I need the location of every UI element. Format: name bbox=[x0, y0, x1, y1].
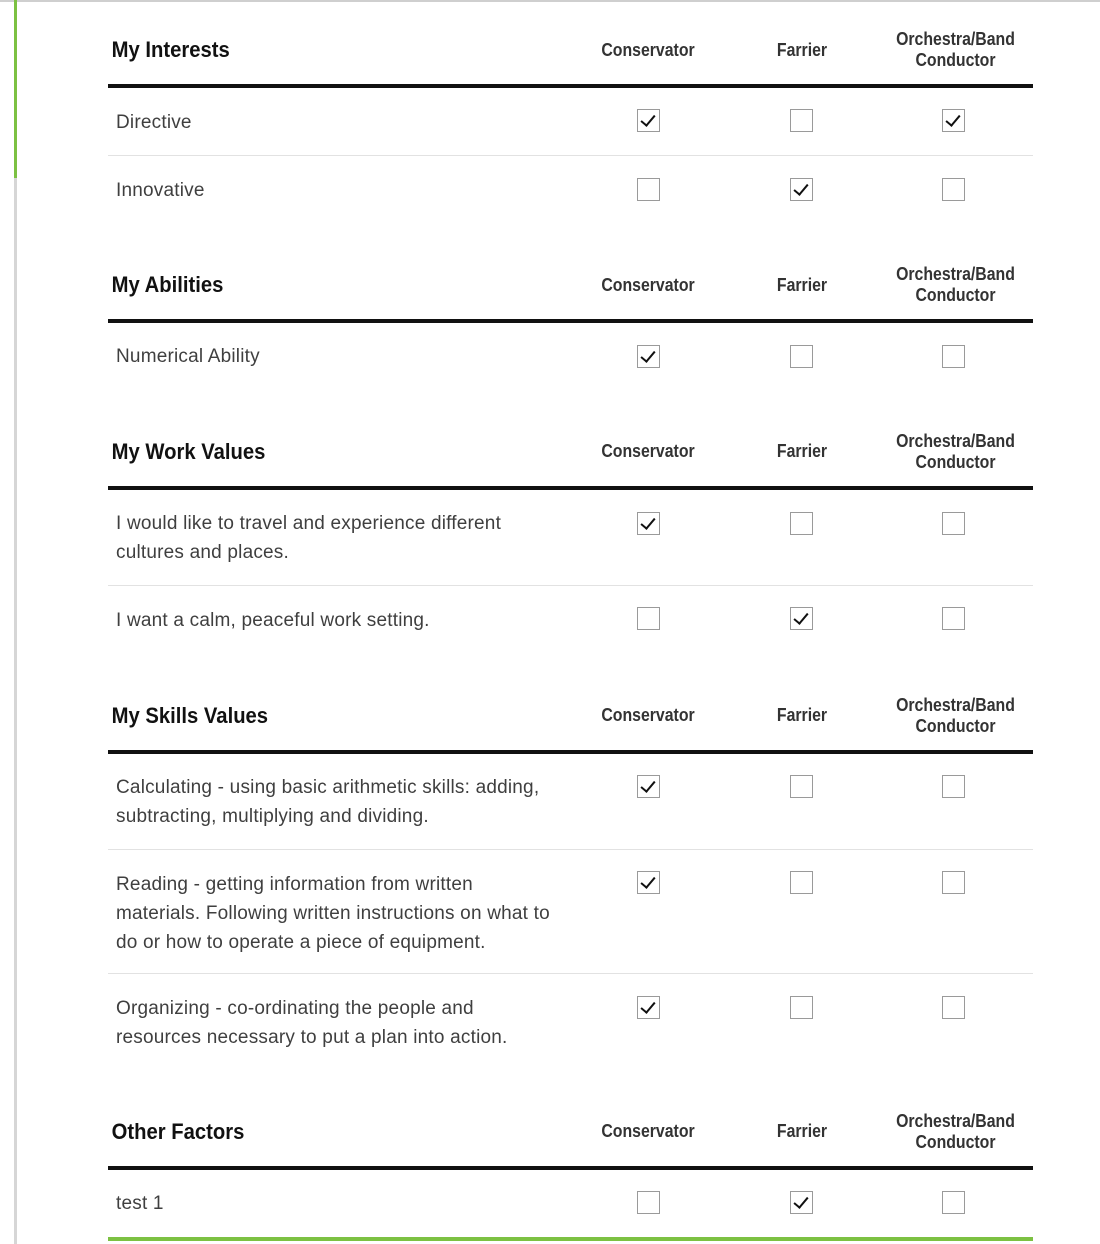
column-header-conservator: Conservator bbox=[601, 1121, 695, 1141]
row-label: I want a calm, peaceful work setting. bbox=[116, 610, 430, 631]
checkbox-conservator[interactable] bbox=[637, 109, 660, 132]
checkbox-farrier[interactable] bbox=[790, 109, 813, 132]
table-row bbox=[108, 490, 1033, 586]
checkbox-conservator[interactable] bbox=[637, 512, 660, 535]
table-row bbox=[108, 323, 1033, 391]
section-title: My Interests bbox=[111, 37, 230, 62]
row-label: Reading - getting information from written materials. Following written instructions on what to do or how to operate a piece of equipment. bbox=[116, 874, 550, 953]
section-header-skills-values bbox=[108, 681, 1033, 754]
column-header-conductor: Orchestra/Band Conductor bbox=[896, 430, 1015, 472]
section-header-work-values bbox=[108, 417, 1033, 490]
left-border bbox=[14, 0, 17, 1244]
row-label: Innovative bbox=[116, 180, 205, 201]
checkbox-conductor[interactable] bbox=[942, 512, 965, 535]
left-accent-bar bbox=[14, 0, 17, 178]
column-header-conservator: Conservator bbox=[601, 274, 695, 295]
checkbox-farrier[interactable] bbox=[790, 871, 813, 894]
table-row bbox=[108, 586, 1033, 654]
table-row bbox=[108, 850, 1033, 974]
table-row bbox=[108, 1170, 1033, 1237]
section-title: My Skills Values bbox=[111, 702, 269, 728]
top-border bbox=[0, 0, 1100, 2]
row-label: I would like to travel and experience different cultures and places. bbox=[116, 513, 502, 563]
checkbox-farrier[interactable] bbox=[790, 775, 813, 798]
row-label: Organizing - co-ordinating the people and resources necessary to put a plan into action. bbox=[116, 998, 508, 1048]
table-row bbox=[108, 88, 1033, 156]
row-label: Numerical Ability bbox=[116, 346, 260, 367]
checkbox-conductor[interactable] bbox=[942, 871, 965, 894]
section-header-other-factors bbox=[108, 1097, 1033, 1170]
column-header-farrier: Farrier bbox=[776, 441, 828, 461]
checkbox-conductor[interactable] bbox=[942, 996, 965, 1019]
column-header-farrier: Farrier bbox=[776, 274, 828, 295]
column-header-farrier: Farrier bbox=[776, 1121, 828, 1141]
column-header-conservator: Conservator bbox=[601, 705, 695, 725]
checkbox-farrier[interactable] bbox=[790, 996, 813, 1019]
checkbox-conservator[interactable] bbox=[637, 775, 660, 798]
row-label: test 1 bbox=[116, 1193, 164, 1214]
checkbox-conductor[interactable] bbox=[942, 345, 965, 368]
checkbox-conductor[interactable] bbox=[942, 607, 965, 630]
section-title: My Abilities bbox=[111, 272, 224, 297]
section-title: Other Factors bbox=[111, 1118, 245, 1144]
table-row bbox=[108, 754, 1033, 850]
checkbox-conservator[interactable] bbox=[637, 178, 660, 201]
checkbox-conductor[interactable] bbox=[942, 775, 965, 798]
column-header-conservator: Conservator bbox=[601, 39, 695, 60]
table-row bbox=[108, 974, 1033, 1070]
checkbox-conservator[interactable] bbox=[637, 996, 660, 1019]
table-row bbox=[108, 156, 1033, 224]
section-title: My Work Values bbox=[111, 438, 266, 464]
column-header-conductor: Orchestra/Band Conductor bbox=[896, 264, 1015, 305]
checkbox-conservator[interactable] bbox=[637, 607, 660, 630]
checkbox-conductor[interactable] bbox=[942, 178, 965, 201]
column-header-conductor: Orchestra/Band Conductor bbox=[896, 1110, 1015, 1152]
row-label: Directive bbox=[116, 112, 192, 133]
section-header-interests bbox=[108, 16, 1033, 88]
column-header-conservator: Conservator bbox=[601, 441, 695, 461]
checkbox-conductor[interactable] bbox=[942, 109, 965, 132]
checkbox-farrier[interactable] bbox=[790, 345, 813, 368]
row-label: Calculating - using basic arithmetic skills: adding, subtracting, multiplying and dividing. bbox=[116, 777, 540, 827]
column-header-farrier: Farrier bbox=[776, 39, 828, 60]
column-header-conductor: Orchestra/Band Conductor bbox=[896, 694, 1015, 736]
checkbox-conservator[interactable] bbox=[637, 345, 660, 368]
checkbox-conductor[interactable] bbox=[942, 1191, 965, 1214]
section-header-abilities bbox=[108, 251, 1033, 323]
bottom-accent-bar bbox=[108, 1237, 1033, 1241]
checkbox-farrier[interactable] bbox=[790, 178, 813, 201]
checkbox-farrier[interactable] bbox=[790, 512, 813, 535]
checkbox-conservator[interactable] bbox=[637, 871, 660, 894]
checkbox-farrier[interactable] bbox=[790, 607, 813, 630]
checkbox-conservator[interactable] bbox=[637, 1191, 660, 1214]
column-header-conductor: Orchestra/Band Conductor bbox=[896, 29, 1015, 70]
column-header-farrier: Farrier bbox=[776, 705, 828, 725]
checkbox-farrier[interactable] bbox=[790, 1191, 813, 1214]
